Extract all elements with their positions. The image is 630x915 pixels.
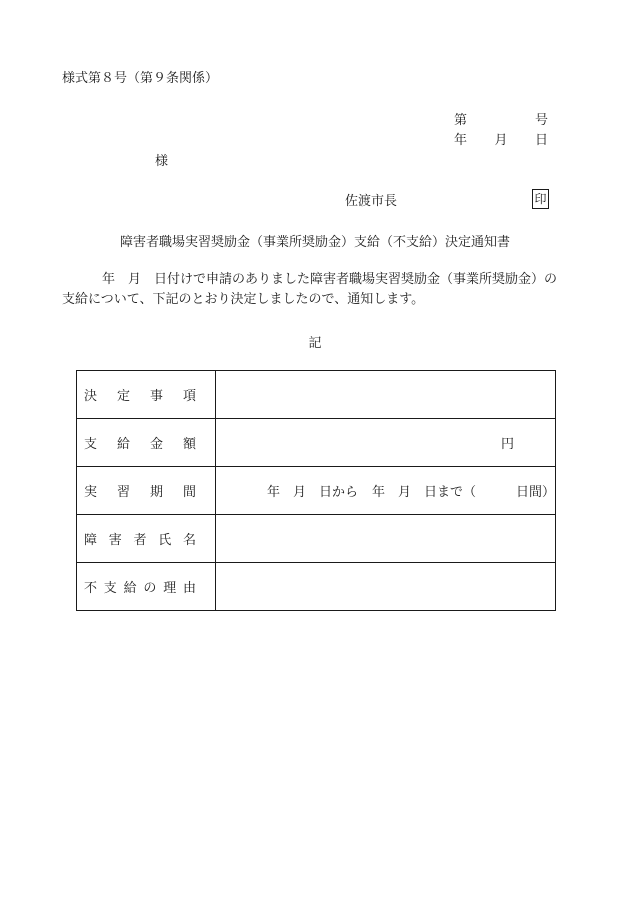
label-char: 実 (84, 485, 98, 500)
period-to: 年 月 日まで（ (372, 485, 477, 500)
table-row (77, 467, 556, 515)
label-char: 者 (133, 533, 147, 548)
number-prefix: 第 (454, 113, 468, 128)
label-char: 期 (149, 485, 163, 500)
label-char: 支 (103, 581, 117, 596)
label-char: 不 (84, 581, 98, 596)
label-char: 害 (108, 533, 122, 548)
body-text (62, 270, 576, 310)
label-char: 給 (123, 581, 137, 596)
yen-unit: 円 (501, 437, 515, 452)
row-label-amount (77, 419, 216, 467)
document-number (454, 109, 548, 128)
label-char: 氏 (158, 533, 172, 548)
row-label-decision (77, 371, 216, 419)
label-char: 間 (182, 485, 196, 500)
date-month: 月 (494, 133, 508, 148)
addressee-honorific: 様 (155, 154, 169, 169)
label-char: 理 (163, 581, 177, 596)
row-value-name (216, 515, 556, 563)
label-char: 由 (182, 581, 196, 596)
period-days: 日間） (516, 485, 556, 500)
decision-table (76, 370, 556, 611)
record-label: 記 (308, 336, 322, 351)
table-row (77, 515, 556, 563)
label-char: 決 (84, 389, 98, 404)
label-char: 額 (182, 437, 196, 452)
row-value-amount (216, 419, 556, 467)
table-row (77, 563, 556, 611)
row-label-reason (77, 563, 216, 611)
number-suffix: 号 (534, 113, 548, 128)
label-char: 事 (149, 389, 163, 404)
table-row (77, 371, 556, 419)
document-date (454, 129, 548, 148)
row-value-period (216, 467, 556, 515)
date-year: 年 (454, 133, 468, 148)
period-from: 年 月 日から (267, 485, 359, 500)
seal-mark: 印 (532, 189, 549, 209)
issuer-name: 佐渡市長 (345, 194, 398, 209)
label-char: 金 (149, 437, 163, 452)
label-char: 項 (182, 389, 196, 404)
label-char: 給 (116, 437, 130, 452)
row-label-name (77, 515, 216, 563)
document-title: 障害者職場実習奨励金（事業所奨励金）支給（不支給）決定通知書 (119, 235, 510, 250)
label-char: 障 (84, 533, 98, 548)
row-value-decision (216, 371, 556, 419)
label-char: 名 (182, 533, 196, 548)
label-char: 支 (84, 437, 98, 452)
date-day: 日 (534, 133, 548, 148)
body-line-1: 年 月 日付けで申請のありました障害者職場実習奨励金（事業所奨励金）の (102, 272, 558, 287)
body-line-2: 支給について、下記のとおり決定しましたので、通知します。 (62, 292, 425, 307)
row-value-reason (216, 563, 556, 611)
row-label-period (77, 467, 216, 515)
form-number: 様式第８号（第９条関係） (62, 71, 219, 86)
table-row (77, 419, 556, 467)
label-char: 習 (116, 485, 130, 500)
label-char: の (143, 581, 157, 596)
label-char: 定 (116, 389, 130, 404)
